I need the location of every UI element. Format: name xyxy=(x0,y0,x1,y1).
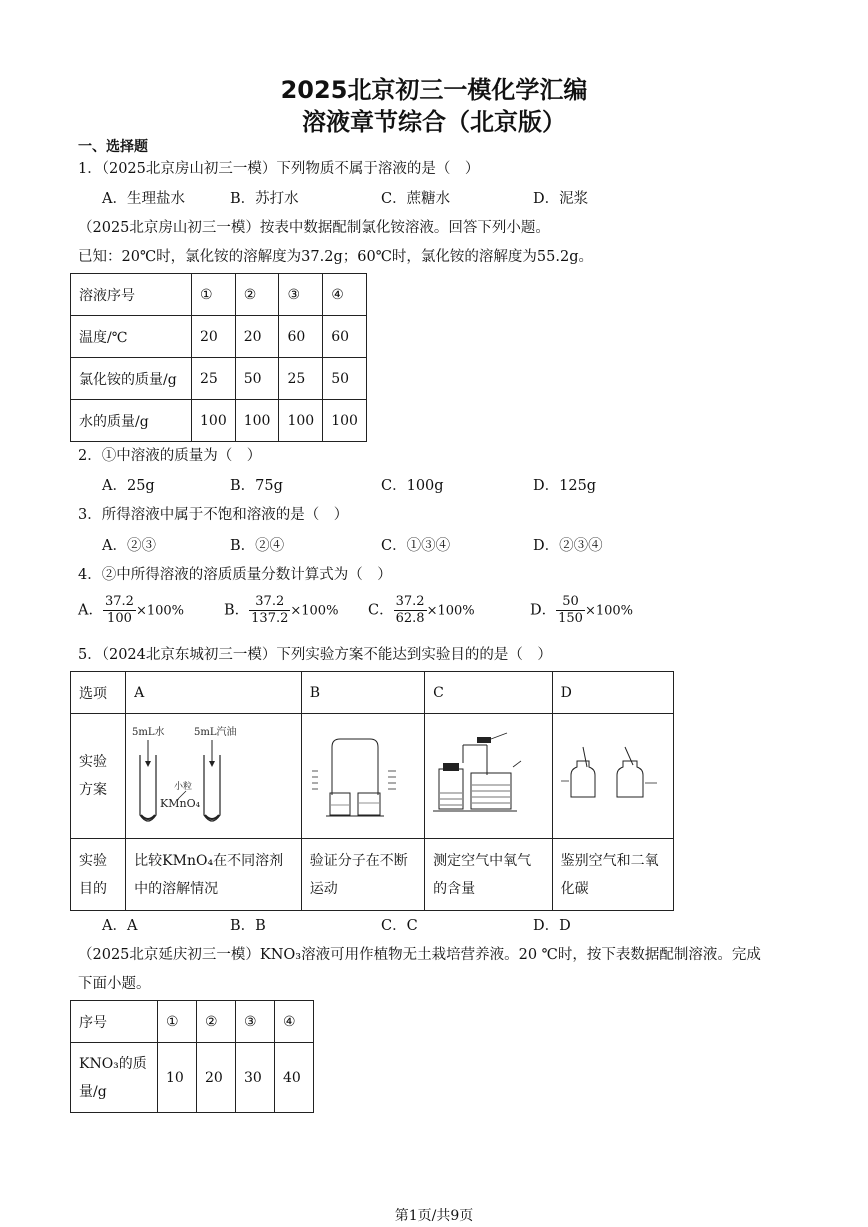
diagram-a-test-tubes xyxy=(126,715,298,838)
question-1-stem: 1．（2025北京房山初三一模）下列物质不属于溶液的是（ ） xyxy=(78,161,480,177)
suffix: ×100% xyxy=(426,603,475,619)
q1-option-a: A．生理盐水 xyxy=(102,191,185,207)
table-cell: ③ xyxy=(279,274,323,316)
fraction xyxy=(394,594,427,627)
diagram-a-left-label: 5mL水 xyxy=(132,726,165,738)
experiment-table xyxy=(70,671,674,911)
q5-option-a: A．A xyxy=(102,918,138,934)
denominator: 137.2 xyxy=(251,611,289,626)
q2-option-a: A．25g xyxy=(102,478,155,494)
q5-option-b: B．B xyxy=(230,918,266,934)
table-cell: 鉴别空气和二氧化碳 xyxy=(552,839,673,911)
table-cell: 60 xyxy=(279,316,323,358)
fraction xyxy=(249,594,290,627)
diagram-b-cell xyxy=(301,714,424,839)
table-row xyxy=(71,316,367,358)
numerator: 37.2 xyxy=(249,594,290,611)
table-cell: 40 xyxy=(275,1043,314,1113)
q5-option-d: D．D xyxy=(533,918,571,934)
diagram-d-gas-bottles xyxy=(553,715,673,838)
table-cell: 比较KMnO₄在不同溶剂中的溶解情况 xyxy=(126,839,302,911)
table-cell: 验证分子在不断运动 xyxy=(301,839,424,911)
table-cell: 实验方案 xyxy=(71,714,126,839)
diagram-a-solid-label: 小粒 xyxy=(174,781,193,792)
numerator: 37.2 xyxy=(395,594,425,609)
table-cell: 20 xyxy=(197,1043,236,1113)
diagram-b-ammonia-beakers xyxy=(302,715,424,838)
table-cell: 100 xyxy=(279,400,323,442)
option-label: C． xyxy=(368,602,394,619)
numerator: 37.2 xyxy=(104,594,134,609)
fraction xyxy=(556,594,585,627)
diagram-a-cell xyxy=(126,714,302,839)
suffix: ×100% xyxy=(290,603,339,619)
table-cell: 氯化铵的质量/g xyxy=(71,358,192,400)
table-cell: ④ xyxy=(275,1001,314,1043)
table-cell: 序号 xyxy=(71,1001,158,1043)
table-row xyxy=(71,1043,314,1113)
q2-option-b: B．75g xyxy=(230,478,283,494)
table-row xyxy=(71,400,367,442)
group2-intro-line2: 下面小题。 xyxy=(78,976,151,992)
diagram-c-cell xyxy=(425,714,552,839)
diagram-d-cell xyxy=(552,714,673,839)
table-cell: 25 xyxy=(279,358,323,400)
suffix: ×100% xyxy=(135,603,184,619)
table-cell: 选项 xyxy=(71,672,126,714)
table-cell: 50 xyxy=(235,358,279,400)
table-cell: D xyxy=(552,672,673,714)
denominator: 150 xyxy=(558,611,583,626)
table-cell: 实验目的 xyxy=(71,839,126,911)
table-cell: 25 xyxy=(192,358,236,400)
q1-option-b: B．苏打水 xyxy=(230,191,299,207)
table-row xyxy=(71,274,367,316)
table-row xyxy=(71,672,674,714)
table-cell: 温度/℃ xyxy=(71,316,192,358)
table-cell: 测定空气中氧气的含量 xyxy=(425,839,552,911)
q2-option-c: C．100g xyxy=(381,478,444,494)
q4-option-c xyxy=(368,594,475,627)
question-5-stem: 5．（2024北京东城初三一模）下列实验方案不能达到实验目的的是（ ） xyxy=(78,647,552,663)
table-cell: 100 xyxy=(323,400,367,442)
q1-option-d: D．泥浆 xyxy=(533,191,589,207)
table-cell: 50 xyxy=(323,358,367,400)
table-cell: B xyxy=(301,672,424,714)
table-cell: 20 xyxy=(235,316,279,358)
q2-option-d: D．125g xyxy=(533,478,597,494)
table-cell: ① xyxy=(192,274,236,316)
option-label: D． xyxy=(530,602,557,619)
q3-option-a: A．②③ xyxy=(102,538,156,554)
table-cell: ③ xyxy=(236,1001,275,1043)
suffix: ×100% xyxy=(584,603,634,619)
section-heading: 一、选择题 xyxy=(78,139,148,155)
kno3-table xyxy=(70,1000,314,1113)
table-cell: 10 xyxy=(158,1043,197,1113)
denominator: 62.8 xyxy=(395,611,425,626)
nh4cl-table xyxy=(70,273,367,442)
table-cell: 100 xyxy=(235,400,279,442)
table-cell: 溶液序号 xyxy=(71,274,192,316)
diagram-c-oxygen-apparatus xyxy=(425,715,551,838)
q3-option-d: D．②③④ xyxy=(533,538,603,554)
option-label: A． xyxy=(78,602,103,619)
page-footer: 第1页/共9页 xyxy=(394,1208,474,1224)
q3-option-b: B．②④ xyxy=(230,538,285,554)
table-cell: 20 xyxy=(192,316,236,358)
table-cell: 60 xyxy=(323,316,367,358)
diagram-a-right-label: 5mL汽油 xyxy=(194,726,237,738)
diagram-a-solid-formula: KMnO₄ xyxy=(160,796,201,810)
fraction xyxy=(103,594,136,627)
table-cell: ② xyxy=(235,274,279,316)
document-title-line1: 2025北京初三一模化学汇编 xyxy=(280,76,588,104)
question-2-stem: 2．①中溶液的质量为（ ） xyxy=(78,448,262,464)
denominator: 100 xyxy=(107,611,132,626)
table-cell: 30 xyxy=(236,1043,275,1113)
question-3-stem: 3．所得溶液中属于不饱和溶液的是（ ） xyxy=(78,507,349,523)
document-title-line2: 溶液章节综合（北京版） xyxy=(302,108,566,136)
table-row xyxy=(71,358,367,400)
group1-intro: （2025北京房山初三一模）按表中数据配制氯化铵溶液。回答下列小题。 xyxy=(78,220,550,236)
table-cell: ① xyxy=(158,1001,197,1043)
table-cell: ② xyxy=(197,1001,236,1043)
table-cell: 水的质量/g xyxy=(71,400,192,442)
table-row xyxy=(71,714,674,839)
option-label: B． xyxy=(224,602,250,619)
q5-option-c: C．C xyxy=(381,918,418,934)
table-row xyxy=(71,839,674,911)
q4-option-b xyxy=(224,594,338,627)
table-cell: 100 xyxy=(192,400,236,442)
table-cell: C xyxy=(425,672,552,714)
q1-option-c: C．蔗糖水 xyxy=(381,191,451,207)
q4-option-a xyxy=(78,594,184,627)
table-cell: ④ xyxy=(323,274,367,316)
group2-intro-line1: （2025北京延庆初三一模）KNO₃溶液可用作植物无土栽培营养液。20 ℃时，按下表数据配制溶液。完成 xyxy=(78,947,761,963)
table-cell: KNO₃的质量/g xyxy=(71,1043,158,1113)
table-row xyxy=(71,1001,314,1043)
numerator: 50 xyxy=(556,594,585,611)
group1-known: 已知：20℃时，氯化铵的溶解度为37.2g；60℃时，氯化铵的溶解度为55.2g。 xyxy=(78,249,593,265)
question-4-stem: 4．②中所得溶液的溶质质量分数计算式为（ ） xyxy=(78,567,392,583)
table-cell: A xyxy=(126,672,302,714)
q3-option-c: C．①③④ xyxy=(381,538,451,554)
q4-option-d xyxy=(530,594,633,627)
